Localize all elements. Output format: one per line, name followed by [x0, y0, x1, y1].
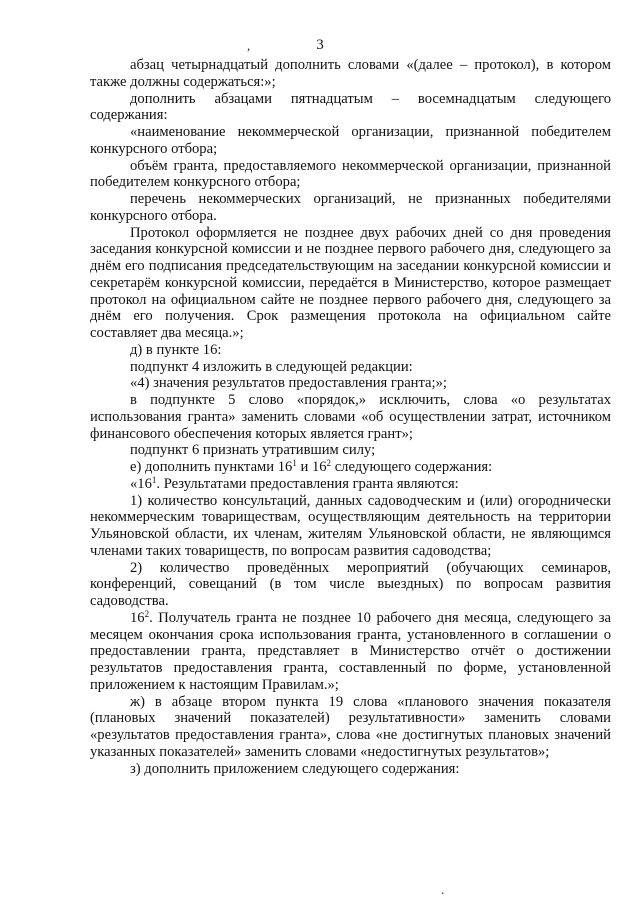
superscript: 2 [326, 458, 332, 468]
paragraph: подпункт 6 признать утратившим силу; [130, 442, 376, 459]
paragraph: «4) значения результатов предоставления гранта;»; [130, 375, 447, 392]
paragraph: абзац четырнадцатый дополнить словами «(далее – протокол), в котором также должны содержаться:»; [90, 57, 611, 90]
page-number: 3 [316, 37, 324, 53]
paragraph: д) в пункте 16: [130, 341, 222, 358]
paragraph: в подпункте 5 слово «порядок,» исключить, слова «о результатах использования гранта» заменить словами «об осуществлении затрат, источником финансового обеспечения которых является грант»; [90, 392, 611, 442]
paragraph: подпункт 4 изложить в следующей редакции: [130, 358, 413, 375]
paragraph: объём гранта, предоставляемого некоммерческой организации, признанной победителем конкурсного отбора; [90, 157, 611, 191]
paragraph-text: следующего содержания: [331, 459, 493, 475]
paragraph-text: «16 [130, 475, 152, 492]
paragraph: перечень некоммерческих организаций, не признанных победителями конкурсного отбора. [90, 191, 611, 224]
paragraph: з) дополнить приложением следующего содержания: [130, 760, 460, 777]
paragraph-text: 16 [130, 609, 145, 626]
paragraph-text: и 16 [296, 459, 327, 475]
paragraph [90, 610, 611, 694]
paragraph: ж) в абзаце втором пункта 19 слова «планового значения показателя (плановых значений показателей) результативности» заменить словами «результатов предоставления гранта», слова «не достигнутых плановых значений указанных показателей» заменить словами «недостигнутых результатов»; [90, 693, 611, 760]
scan-speck: , [247, 38, 251, 53]
paragraph [90, 459, 611, 476]
paragraph: Протокол оформляется не позднее двух рабочих дней со дня проведения заседания конкурсной комиссии и не позднее первого рабочего дня, следующего за днём его подписания председательствующим на заседании конкурсной комиссии и секретарём конкурсной комиссии, передаётся в Министерство, которое размещает протокол на официальном сайте не позднее первого рабочего дня, следующего за днём его получения. Срок размещения протокола на официальном сайте составляет два месяца.»; [90, 224, 611, 341]
superscript: 1 [292, 458, 297, 468]
paragraph: «наименование некоммерческой организации, признанной победителем конкурсного отбора; [90, 124, 611, 157]
document-body [90, 57, 611, 777]
paragraph: дополнить абзацами пятнадцатым – восемнадцатым следующего содержания: [90, 90, 611, 124]
superscript: 2 [144, 608, 150, 619]
paragraph [90, 476, 611, 493]
paragraph-text: е) дополнить пунктами 16 [130, 459, 293, 475]
paragraph-text: . Получатель гранта не позднее 10 рабочего дня месяца, следующего за месяцем окончания срока использования гранта, установленного в соглашении о предоставлении гранта, представляет в Министерство отчёт о достижении результатов предоставления гранта, составленный по форме, установленной приложением к настоящим Правилам.»; [90, 609, 611, 693]
paragraph-text: . Результатами предоставления гранта являются: [156, 475, 459, 492]
scan-speck: . [441, 882, 445, 897]
superscript: 1 [151, 474, 157, 485]
paragraph: 2) количество проведённых мероприятий (обучающих семинаров, конференций, совещаний (в том числе выездных) по вопросам развития садоводства. [90, 559, 611, 609]
paragraph: 1) количество консультаций, данных садоводческим и (или) огороднически некоммерческим товариществам, осуществляющим деятельность на территории Ульяновской области, их членам, жителям Ульяновской области, не являющимся членами таких товариществ, по вопросам развития садоводства; [90, 492, 611, 559]
